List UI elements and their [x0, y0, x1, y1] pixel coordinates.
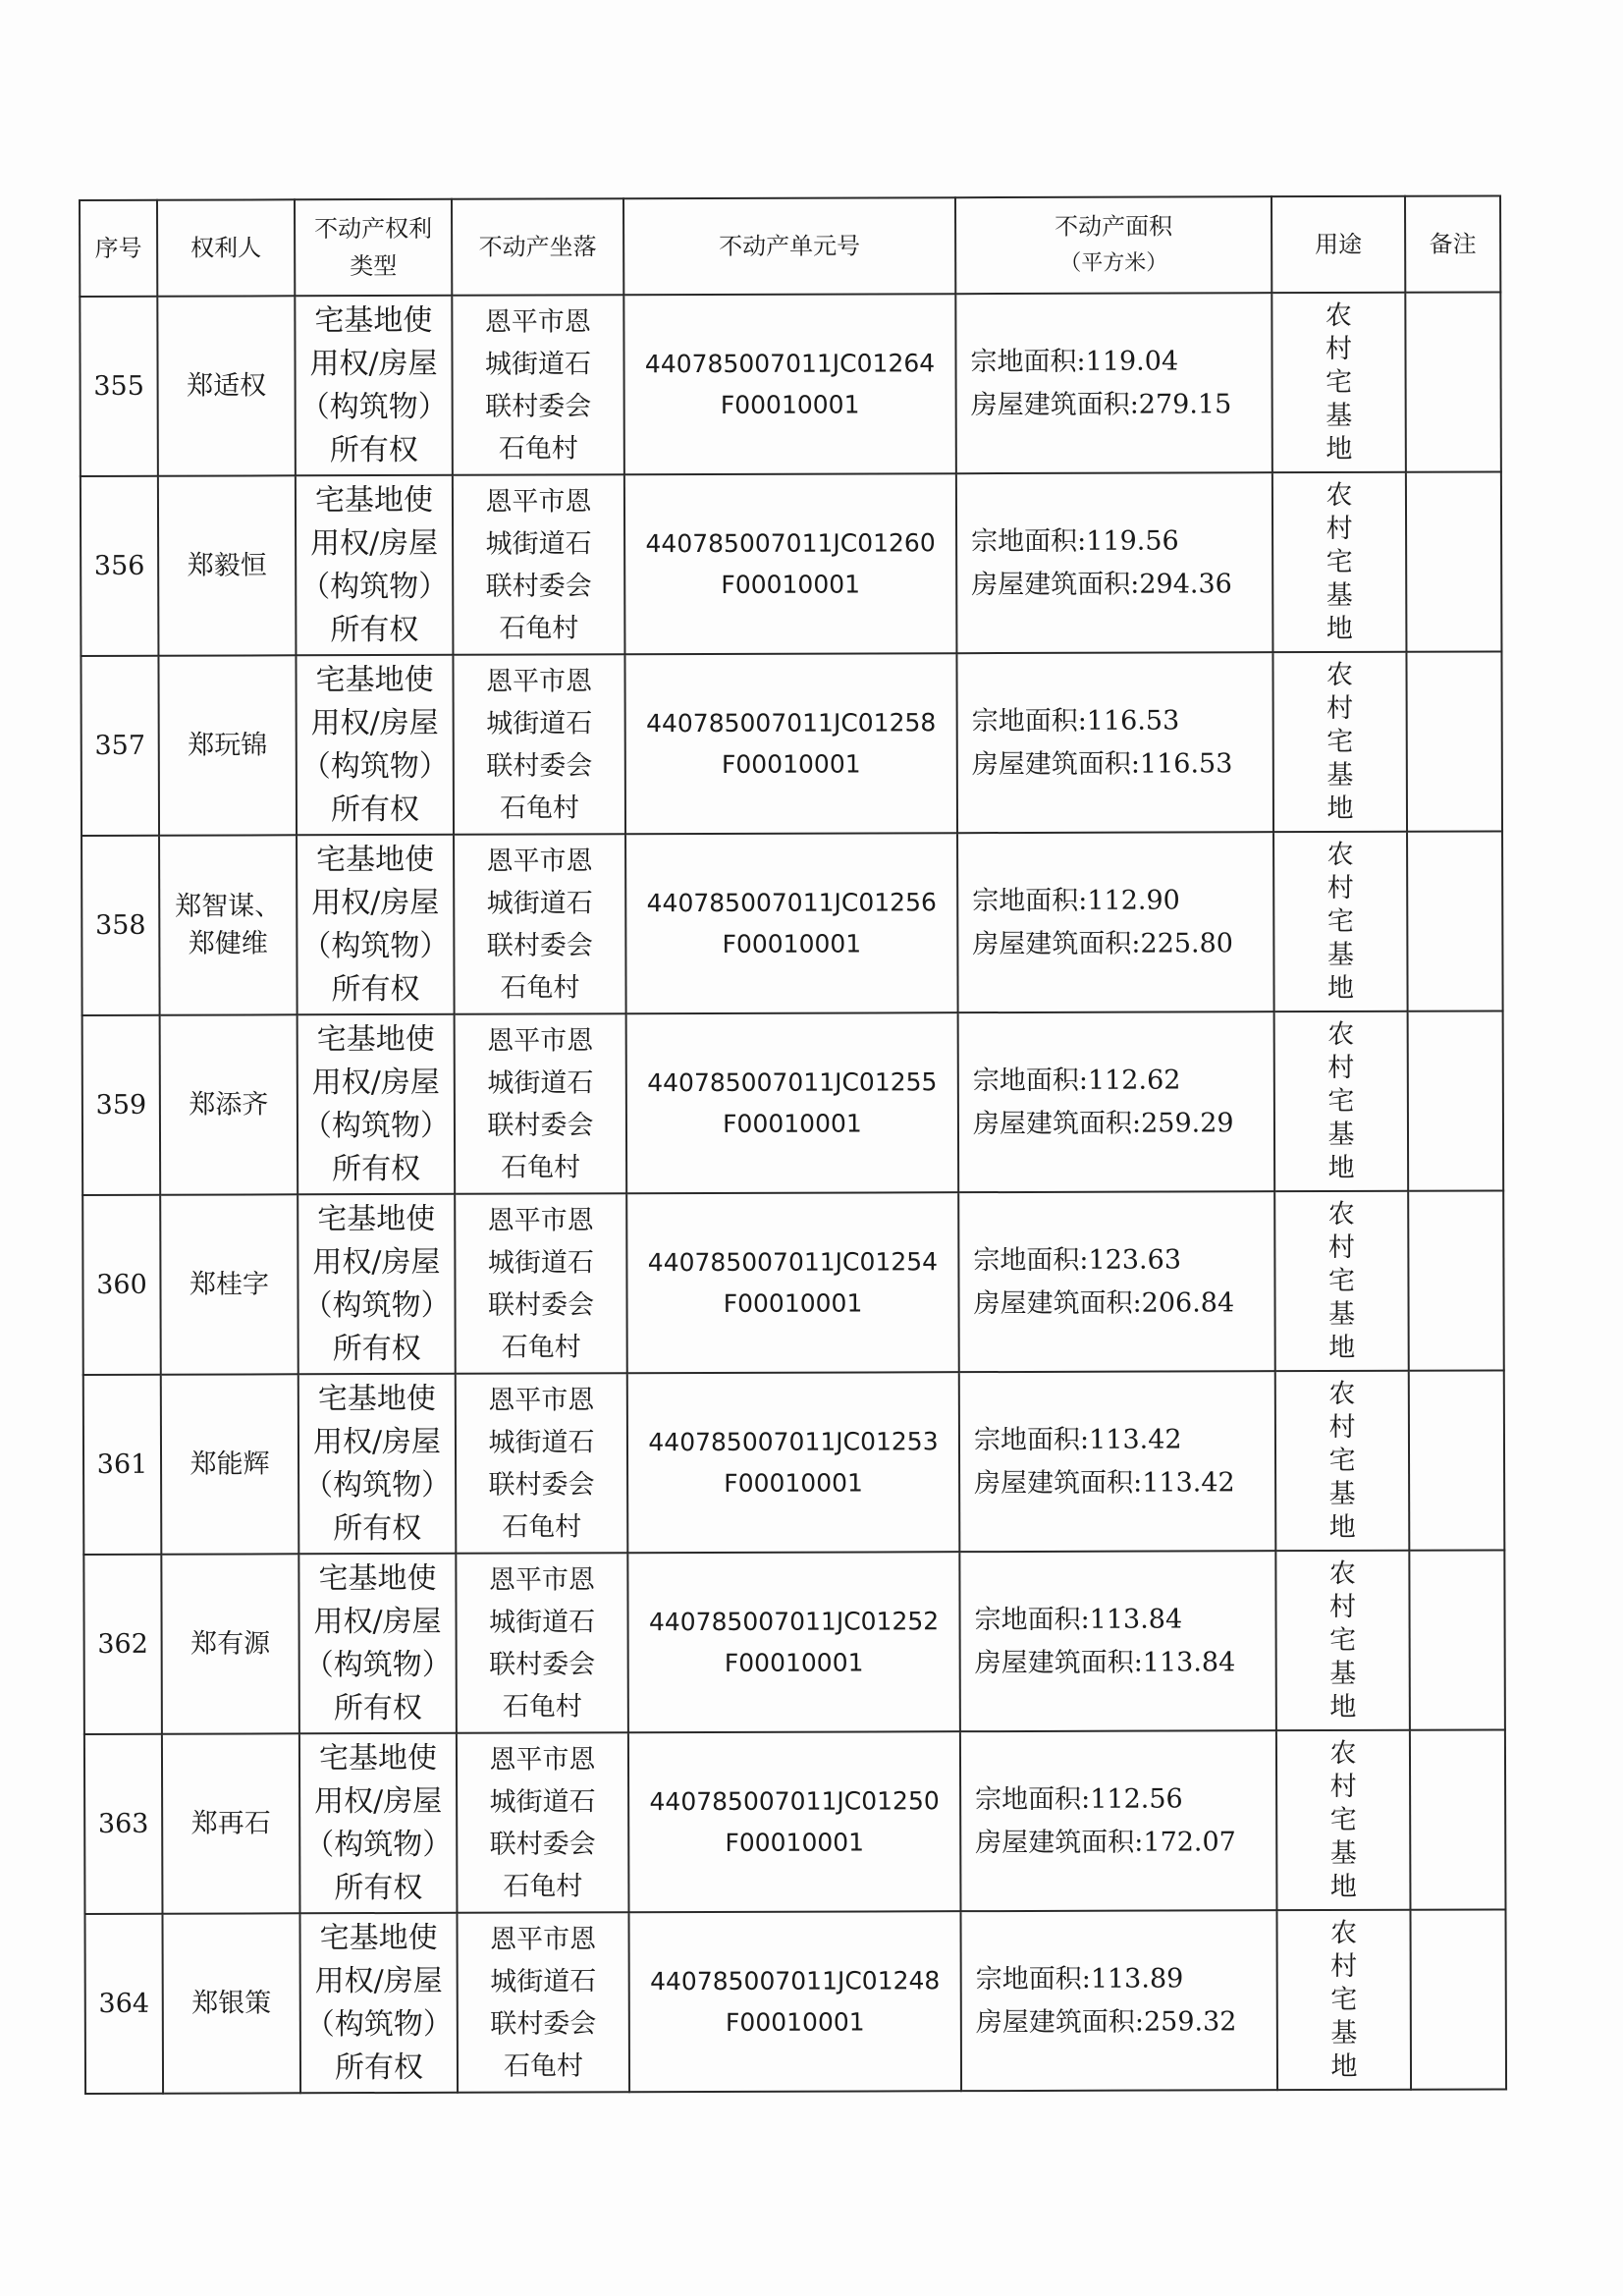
header-remark: 备注: [1405, 195, 1500, 292]
area-cell: [958, 1011, 1275, 1192]
building-area: 房屋建筑面积:259.32: [975, 2005, 1237, 2038]
area-cell: [959, 1371, 1276, 1552]
use-char-3: 宅: [1325, 546, 1353, 577]
right-type-line3: （构筑物）: [302, 1287, 451, 1323]
right-type-cell: [295, 296, 453, 476]
use-char-3: 宅: [1325, 366, 1353, 398]
header-seq: 序号: [80, 200, 157, 297]
unit-number-cell: [625, 833, 958, 1013]
use-cell: [1274, 1011, 1409, 1191]
location-cell: [453, 474, 625, 655]
unit-number-line1: 440785007011JC01248: [650, 1965, 941, 1995]
right-type-line4: 所有权: [334, 1870, 423, 1905]
location-line1: 恩平市恩: [490, 1923, 597, 1955]
unit-number-line2: F00010001: [720, 390, 860, 419]
area-cell: [960, 1730, 1277, 1911]
location-line3: 联村委会: [489, 1648, 596, 1680]
use-cell: [1273, 832, 1408, 1011]
area-cell: [959, 1551, 1276, 1731]
owner-name-line1: 郑有源: [190, 1627, 271, 1660]
unit-number-line2: F00010001: [722, 928, 862, 958]
location-line3: 联村委会: [487, 1288, 595, 1321]
unit-number-line2: F00010001: [724, 1647, 864, 1677]
building-area: 房屋建筑面积:206.84: [973, 1286, 1235, 1319]
owner-cell: [159, 835, 298, 1014]
use-char-5: 地: [1325, 433, 1353, 465]
owner-cell: [161, 1374, 299, 1554]
unit-number-line2: F00010001: [725, 2006, 865, 2037]
header-right-type: [295, 199, 452, 297]
use-char-3: 宅: [1327, 1085, 1355, 1117]
location-line1: 恩平市恩: [489, 1743, 596, 1776]
owner-name-line1: 郑智谋、: [175, 890, 282, 922]
remark-cell: [1409, 1550, 1505, 1729]
land-area: 宗地面积:113.42: [973, 1423, 1182, 1455]
right-type-line2: 用权/房屋: [310, 705, 439, 740]
use-char-5: 地: [1330, 2050, 1358, 2082]
use-char-1: 农: [1328, 1378, 1356, 1409]
location-line2: 城街道石: [484, 348, 592, 380]
table-row: [82, 1011, 1504, 1195]
right-type-cell: [298, 1194, 456, 1375]
right-type-line4: 所有权: [334, 2050, 424, 2085]
building-area: 房屋建筑面积:225.80: [972, 927, 1234, 959]
table-row: [82, 1190, 1504, 1375]
seq-cell: 355: [80, 297, 158, 476]
use-char-1: 农: [1325, 659, 1354, 690]
use-char-2: 村: [1325, 513, 1353, 544]
owner-name-line1: 郑桂字: [189, 1268, 270, 1300]
use-char-1: 农: [1325, 479, 1353, 511]
unit-number-cell: [628, 1911, 961, 2092]
unit-number-cell: [624, 473, 957, 654]
owner-cell: [157, 296, 296, 475]
unit-number-cell: [626, 1192, 959, 1373]
unit-number-line1: 440785007011JC01256: [646, 887, 937, 917]
use-char-4: 基: [1326, 939, 1354, 970]
unit-number-line2: F00010001: [724, 1467, 863, 1498]
right-type-line3: （构筑物）: [304, 2006, 453, 2042]
right-type-line2: 用权/房屋: [312, 1424, 442, 1459]
location-line3: 联村委会: [490, 2007, 597, 2040]
owner-cell: [160, 1194, 298, 1374]
location-line4: 石龟村: [499, 792, 579, 824]
use-char-1: 农: [1325, 300, 1352, 331]
use-char-3: 宅: [1326, 905, 1354, 937]
header-right-type-line1: 不动产权利: [314, 214, 433, 244]
use-char-5: 地: [1325, 613, 1353, 644]
location-line2: 城街道石: [486, 707, 593, 739]
table-row: [80, 292, 1501, 476]
right-type-line3: （构筑物）: [303, 1647, 452, 1682]
table-row: [81, 831, 1503, 1015]
table-row: [81, 471, 1502, 656]
location-line3: 联村委会: [489, 1828, 596, 1860]
use-char-3: 宅: [1328, 1445, 1356, 1476]
unit-number-cell: [626, 1012, 959, 1193]
use-char-2: 村: [1325, 333, 1353, 364]
unit-number-line1: 440785007011JC01254: [647, 1246, 939, 1277]
remark-cell: [1409, 1370, 1505, 1550]
location-line4: 石龟村: [502, 1690, 582, 1722]
use-char-4: 基: [1330, 2017, 1358, 2049]
unit-number-cell: [628, 1731, 961, 1912]
right-type-line2: 用权/房屋: [311, 885, 440, 920]
use-char-5: 地: [1326, 793, 1354, 824]
header-row: [80, 195, 1500, 297]
right-type-line3: （构筑物）: [299, 389, 448, 424]
right-type-line2: 用权/房屋: [314, 1963, 443, 1998]
use-cell: [1275, 1551, 1410, 1730]
land-area: 宗地面积:113.84: [974, 1603, 1183, 1635]
land-area: 宗地面积:112.56: [975, 1782, 1183, 1815]
right-type-cell: [299, 1733, 458, 1914]
land-area: 宗地面积:113.89: [975, 1962, 1184, 1995]
location-cell: [455, 1193, 627, 1374]
building-area: 房屋建筑面积:113.84: [974, 1646, 1236, 1678]
location-line2: 城街道石: [488, 1426, 595, 1458]
unit-number-line1: 440785007011JC01264: [644, 348, 936, 378]
use-char-2: 村: [1329, 1771, 1357, 1802]
location-line2: 城街道石: [487, 1246, 594, 1279]
location-line1: 恩平市恩: [485, 665, 593, 697]
location-line2: 城街道石: [489, 1606, 596, 1638]
header-owner: 权利人: [157, 199, 295, 296]
right-type-line2: 用权/房屋: [314, 1783, 443, 1819]
table-row: [83, 1550, 1505, 1734]
right-type-line2: 用权/房屋: [309, 346, 438, 381]
table-row: [81, 651, 1502, 836]
use-char-1: 农: [1330, 1917, 1358, 1948]
right-type-cell: [298, 1554, 457, 1734]
table-row: [84, 1909, 1506, 2094]
use-char-5: 地: [1329, 1691, 1357, 1722]
use-char-3: 宅: [1329, 1624, 1357, 1656]
location-line3: 联村委会: [485, 570, 592, 602]
owner-cell: [161, 1554, 299, 1733]
right-type-line4: 所有权: [329, 432, 418, 467]
location-line1: 恩平市恩: [487, 1204, 594, 1236]
table-row: [84, 1729, 1506, 1914]
location-cell: [457, 1912, 629, 2093]
unit-number-line1: 440785007011JC01252: [648, 1606, 940, 1636]
unit-number-cell: [627, 1552, 960, 1732]
unit-number-line2: F00010001: [721, 749, 861, 779]
right-type-line1: 宅基地使: [317, 1201, 436, 1236]
area-cell: [956, 652, 1273, 833]
right-type-line4: 所有权: [332, 1331, 421, 1366]
owner-name-line1: 郑适权: [187, 369, 267, 402]
area-cell: [955, 293, 1272, 473]
seq-cell: 364: [84, 1914, 163, 2094]
unit-number-line1: 440785007011JC01255: [647, 1066, 938, 1097]
use-char-3: 宅: [1330, 1984, 1358, 2015]
use-char-2: 村: [1330, 1950, 1358, 1982]
right-type-line3: （构筑物）: [300, 569, 449, 604]
table-body: [80, 292, 1506, 2094]
right-type-line1: 宅基地使: [314, 302, 433, 338]
location-line3: 联村委会: [487, 1109, 594, 1141]
use-cell: [1274, 1191, 1409, 1371]
area-cell: [958, 1191, 1275, 1372]
remark-cell: [1408, 1011, 1504, 1190]
owner-name-line1: 郑添齐: [189, 1088, 269, 1121]
right-type-line4: 所有权: [330, 612, 419, 647]
header-area-line1: 不动产面积: [1055, 212, 1173, 241]
location-line4: 石龟村: [498, 432, 578, 465]
seq-cell: 357: [81, 656, 159, 836]
location-line4: 石龟村: [503, 2050, 584, 2082]
building-area: 房屋建筑面积:116.53: [971, 747, 1233, 780]
remark-cell: [1406, 471, 1502, 651]
use-char-2: 村: [1328, 1591, 1357, 1622]
remark-cell: [1410, 1909, 1506, 2089]
owner-name-line1: 郑银策: [191, 1987, 272, 2019]
seq-cell: 356: [81, 476, 159, 656]
building-area: 房屋建筑面积:294.36: [971, 568, 1232, 600]
land-area: 宗地面积:119.56: [971, 524, 1179, 557]
location-line4: 石龟村: [501, 1331, 581, 1363]
right-type-line1: 宅基地使: [316, 842, 435, 877]
use-char-1: 农: [1328, 1558, 1356, 1589]
use-char-2: 村: [1327, 1231, 1355, 1263]
use-cell: [1272, 652, 1407, 832]
remark-cell: [1410, 1729, 1506, 1909]
use-cell: [1275, 1371, 1410, 1551]
owner-name-line1: 郑玩锦: [188, 729, 268, 761]
use-cell: [1276, 1730, 1411, 1910]
seq-cell: 359: [82, 1015, 161, 1195]
owner-cell: [158, 655, 297, 835]
seq-cell: 360: [82, 1195, 161, 1375]
location-line4: 石龟村: [499, 612, 579, 644]
header-unit-no: 不动产单元号: [623, 197, 955, 295]
location-line4: 石龟村: [500, 971, 580, 1004]
location-line2: 城街道石: [485, 527, 592, 560]
right-type-line2: 用权/房屋: [311, 1065, 440, 1100]
use-char-5: 地: [1327, 1152, 1355, 1183]
use-char-1: 农: [1326, 839, 1354, 870]
use-char-1: 农: [1327, 1198, 1355, 1230]
location-cell: [457, 1732, 629, 1913]
right-type-line1: 宅基地使: [314, 482, 434, 518]
location-line1: 恩平市恩: [487, 1024, 594, 1057]
use-cell: [1271, 293, 1406, 472]
unit-number-line1: 440785007011JC01253: [648, 1426, 939, 1456]
use-char-3: 宅: [1326, 726, 1354, 757]
owner-cell: [158, 475, 297, 655]
land-area: 宗地面积:116.53: [971, 704, 1180, 737]
use-cell: [1276, 1910, 1411, 2090]
use-char-4: 基: [1328, 1298, 1356, 1330]
right-type-line1: 宅基地使: [318, 1740, 438, 1776]
use-char-4: 基: [1325, 400, 1353, 431]
seq-cell: 362: [83, 1555, 162, 1734]
land-area: 宗地面积:112.62: [972, 1064, 1181, 1096]
location-line2: 城街道石: [490, 1965, 597, 1997]
location-cell: [453, 654, 625, 835]
right-type-cell: [298, 1014, 456, 1195]
use-char-2: 村: [1327, 1052, 1355, 1083]
location-cell: [456, 1553, 628, 1733]
unit-number-line2: F00010001: [723, 1108, 862, 1138]
area-cell: [956, 472, 1273, 653]
right-type-line2: 用权/房屋: [312, 1244, 441, 1280]
table-row: [83, 1370, 1505, 1555]
owner-name-line1: 郑毅恒: [187, 549, 267, 581]
unit-number-line1: 440785007011JC01260: [645, 527, 936, 558]
use-char-4: 基: [1328, 1478, 1356, 1509]
right-type-line3: （构筑物）: [300, 748, 449, 784]
use-char-3: 宅: [1329, 1804, 1357, 1835]
location-line4: 石龟村: [502, 1510, 582, 1543]
use-cell: [1272, 472, 1407, 652]
use-char-4: 基: [1325, 579, 1353, 611]
use-char-4: 基: [1326, 759, 1354, 791]
right-type-line4: 所有权: [331, 971, 420, 1007]
right-type-cell: [296, 475, 454, 656]
owner-name-line2: 郑健维: [188, 927, 268, 959]
right-type-line1: 宅基地使: [317, 1381, 436, 1416]
header-right-type-line2: 类型: [350, 251, 398, 281]
right-type-cell: [296, 655, 454, 836]
use-char-3: 宅: [1327, 1265, 1356, 1296]
unit-number-line2: F00010001: [721, 570, 861, 599]
building-area: 房屋建筑面积:113.42: [974, 1466, 1235, 1499]
remark-cell: [1407, 831, 1503, 1011]
right-type-line1: 宅基地使: [315, 662, 434, 697]
location-line4: 石龟村: [501, 1151, 581, 1183]
right-type-cell: [297, 835, 455, 1015]
location-line1: 恩平市恩: [486, 845, 593, 877]
right-type-line4: 所有权: [333, 1690, 422, 1725]
remark-cell: [1406, 651, 1502, 831]
use-char-4: 基: [1329, 1658, 1357, 1689]
area-cell: [957, 832, 1274, 1012]
building-area: 房屋建筑面积:279.15: [970, 388, 1232, 420]
use-char-2: 村: [1326, 692, 1354, 724]
right-type-cell: [298, 1374, 457, 1555]
use-char-1: 农: [1329, 1737, 1357, 1769]
unit-number-cell: [623, 294, 956, 474]
location-line3: 联村委会: [485, 390, 592, 422]
location-cell: [454, 834, 626, 1014]
right-type-line1: 宅基地使: [318, 1560, 437, 1596]
use-char-5: 地: [1326, 972, 1355, 1004]
owner-cell: [160, 1014, 298, 1194]
header-area-line2: （平方米）: [1059, 250, 1168, 276]
right-type-line3: （构筑物）: [301, 928, 450, 963]
header-area: [955, 196, 1271, 294]
right-type-cell: [299, 1913, 458, 2094]
location-cell: [456, 1373, 628, 1554]
use-char-2: 村: [1326, 872, 1354, 903]
remark-cell: [1408, 1190, 1504, 1370]
use-char-5: 地: [1329, 1871, 1357, 1902]
right-type-line4: 所有权: [333, 1510, 422, 1546]
location-line2: 城街道石: [487, 1066, 594, 1099]
location-line1: 恩平市恩: [488, 1563, 595, 1596]
property-registry-table: [79, 194, 1507, 2095]
location-cell: [455, 1013, 627, 1194]
location-line4: 石龟村: [503, 1870, 583, 1902]
owner-name-line1: 郑再石: [190, 1807, 271, 1839]
land-area: 宗地面积:112.90: [972, 884, 1180, 916]
right-type-line4: 所有权: [330, 792, 420, 827]
right-type-line3: （构筑物）: [303, 1467, 452, 1503]
remark-cell: [1405, 292, 1501, 471]
unit-number-line1: 440785007011JC01250: [649, 1785, 940, 1816]
unit-number-line1: 440785007011JC01258: [646, 707, 937, 738]
right-type-line1: 宅基地使: [316, 1021, 435, 1057]
land-area: 宗地面积:119.04: [970, 345, 1179, 377]
seq-cell: 363: [84, 1734, 163, 1914]
use-char-2: 村: [1328, 1411, 1356, 1443]
right-type-line1: 宅基地使: [319, 1920, 438, 1955]
location-line2: 城街道石: [489, 1785, 596, 1818]
seq-cell: 361: [83, 1375, 162, 1555]
owner-cell: [162, 1733, 300, 1913]
location-line3: 联村委会: [486, 749, 593, 782]
header-use: 用途: [1271, 196, 1405, 293]
owner-name-line1: 郑能辉: [189, 1448, 270, 1480]
unit-number-cell: [624, 653, 957, 834]
right-type-line2: 用权/房屋: [309, 525, 439, 561]
unit-number-line2: F00010001: [723, 1287, 863, 1318]
location-line1: 恩平市恩: [488, 1384, 595, 1416]
right-type-line3: （构筑物）: [301, 1108, 451, 1143]
owner-cell: [162, 1913, 300, 2093]
right-type-line2: 用权/房屋: [313, 1604, 442, 1639]
location-line2: 城街道石: [486, 887, 593, 919]
location-cell: [452, 295, 624, 475]
use-char-1: 农: [1327, 1018, 1355, 1050]
location-line1: 恩平市恩: [485, 485, 592, 518]
use-char-5: 地: [1328, 1332, 1356, 1363]
area-cell: [960, 1910, 1277, 2091]
right-type-line4: 所有权: [332, 1151, 421, 1186]
unit-number-cell: [627, 1372, 960, 1553]
land-area: 宗地面积:123.63: [973, 1243, 1182, 1276]
right-type-line3: （构筑物）: [304, 1827, 453, 1862]
location-line3: 联村委会: [486, 929, 593, 961]
use-char-4: 基: [1327, 1119, 1355, 1150]
location-line3: 联村委会: [488, 1468, 595, 1501]
unit-number-line2: F00010001: [725, 1827, 865, 1857]
location-line1: 恩平市恩: [484, 305, 591, 338]
building-area: 房屋建筑面积:172.07: [975, 1826, 1236, 1858]
use-char-5: 地: [1328, 1511, 1356, 1543]
building-area: 房屋建筑面积:259.29: [972, 1107, 1234, 1139]
seq-cell: 358: [81, 836, 160, 1015]
use-char-4: 基: [1329, 1837, 1357, 1869]
header-location: 不动产坐落: [452, 198, 623, 296]
